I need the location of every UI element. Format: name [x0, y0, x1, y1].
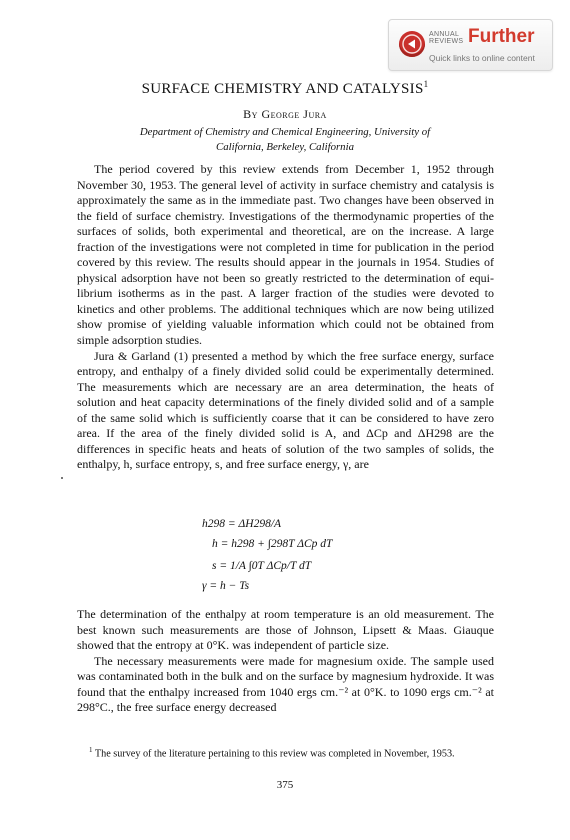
article-title [0, 79, 570, 98]
equation-4-text: γ = h − Ts [202, 580, 250, 592]
paragraph-1: The period covered by this review extends from December 1, 1952 through November 30, 1953. The general level of activity in surface chemistry and catalysis is approximately the same as in the immediate past. Two changes have been observed in the field of surface chemistry. Investigations of the thermodynamic properties of the surfaces of solids, both experimental and theoretical, are on the increase. A large fraction of the investigations were not completed in time for publication in the period covered by this review. The results should appear in the journals in 1954. Studies of physical adsorption have not been so greatly restricted to the determination of equilibrium isotherms as in the past. A larger fraction of the studies were devoted to kinetics and other problems. The additional techniques which are now being utilized show promise of yielding valuable information which could not be obtained from simple adsorption studies. [77, 162, 494, 348]
equation-2-text: h = h298 + ∫298T ΔCp dT [212, 538, 333, 550]
footnote [77, 743, 494, 762]
page-number: 375 [276, 779, 294, 791]
affiliation-line-1: Department of Chemistry and Chemical Engineering, University of [139, 126, 431, 138]
annual-reviews-logo-icon [399, 31, 425, 57]
badge-publisher [429, 31, 463, 45]
paragraph-3: The determination of the enthalpy at room temperature is an old measurement. The best known such measurements are those of Johnson, Lipsett & Maas. Giauque showed that the entropy at 0°K. was independent of particle size. [77, 607, 494, 653]
author-byline: By George Jura [243, 107, 327, 121]
footnote-mark: 1 [89, 746, 93, 754]
body-text-top [77, 162, 494, 473]
paragraph-4: The necessary measurements were made for magnesium oxide. The sample used was contaminated both in the bulk and on the surface by magnesium hydroxide. It was found that the enthalpy increased from 1040 ergs cm.⁻² at 0°K. to 1090 ergs cm.⁻² at 298°C., the free surface energy decreased [77, 653, 494, 715]
affiliation-line-2: California, Berkeley, California [216, 141, 354, 153]
scan-speck [61, 477, 63, 479]
equation-3-text: s = 1/A ∫0T ΔCp/T dT [212, 560, 312, 572]
badge-annual-text: ANNUAL [429, 31, 460, 38]
title-footnote-mark: 1 [423, 79, 429, 89]
paragraph-2: Jura & Garland (1) presented a method by which the free surface energy, surface entropy, and enthalpy of a finely divided solid could be experimentally determined. The measurements which are necessary are an area determination, the heats of solution and heat capacity determinations of the finely divided solid and of a sample of the same solid which is sufficiently coarse that it can be considered to have zero area. If the area of the finely divided solid is A, and ΔCp and ΔH298 are the differences in specific heats and heats of solution of the two samples of solids, the enthalpy, h, surface entropy, s, and free surface energy, γ, are [77, 348, 494, 472]
title-text: SURFACE CHEMISTRY AND CATALYSIS [141, 81, 424, 97]
further-badge[interactable] [388, 19, 553, 71]
badge-quick-links-text: Quick links to online content [429, 53, 535, 63]
footnote-text: The survey of the literature pertaining to this review was completed in November, 1953. [94, 748, 455, 760]
badge-reviews-text: REVIEWS [429, 38, 464, 45]
body-text-bottom [77, 607, 494, 716]
author-affiliation [0, 125, 570, 155]
equation-1-text: h298 = ΔH298/A [202, 518, 282, 530]
badge-further-text: Further [468, 26, 535, 47]
